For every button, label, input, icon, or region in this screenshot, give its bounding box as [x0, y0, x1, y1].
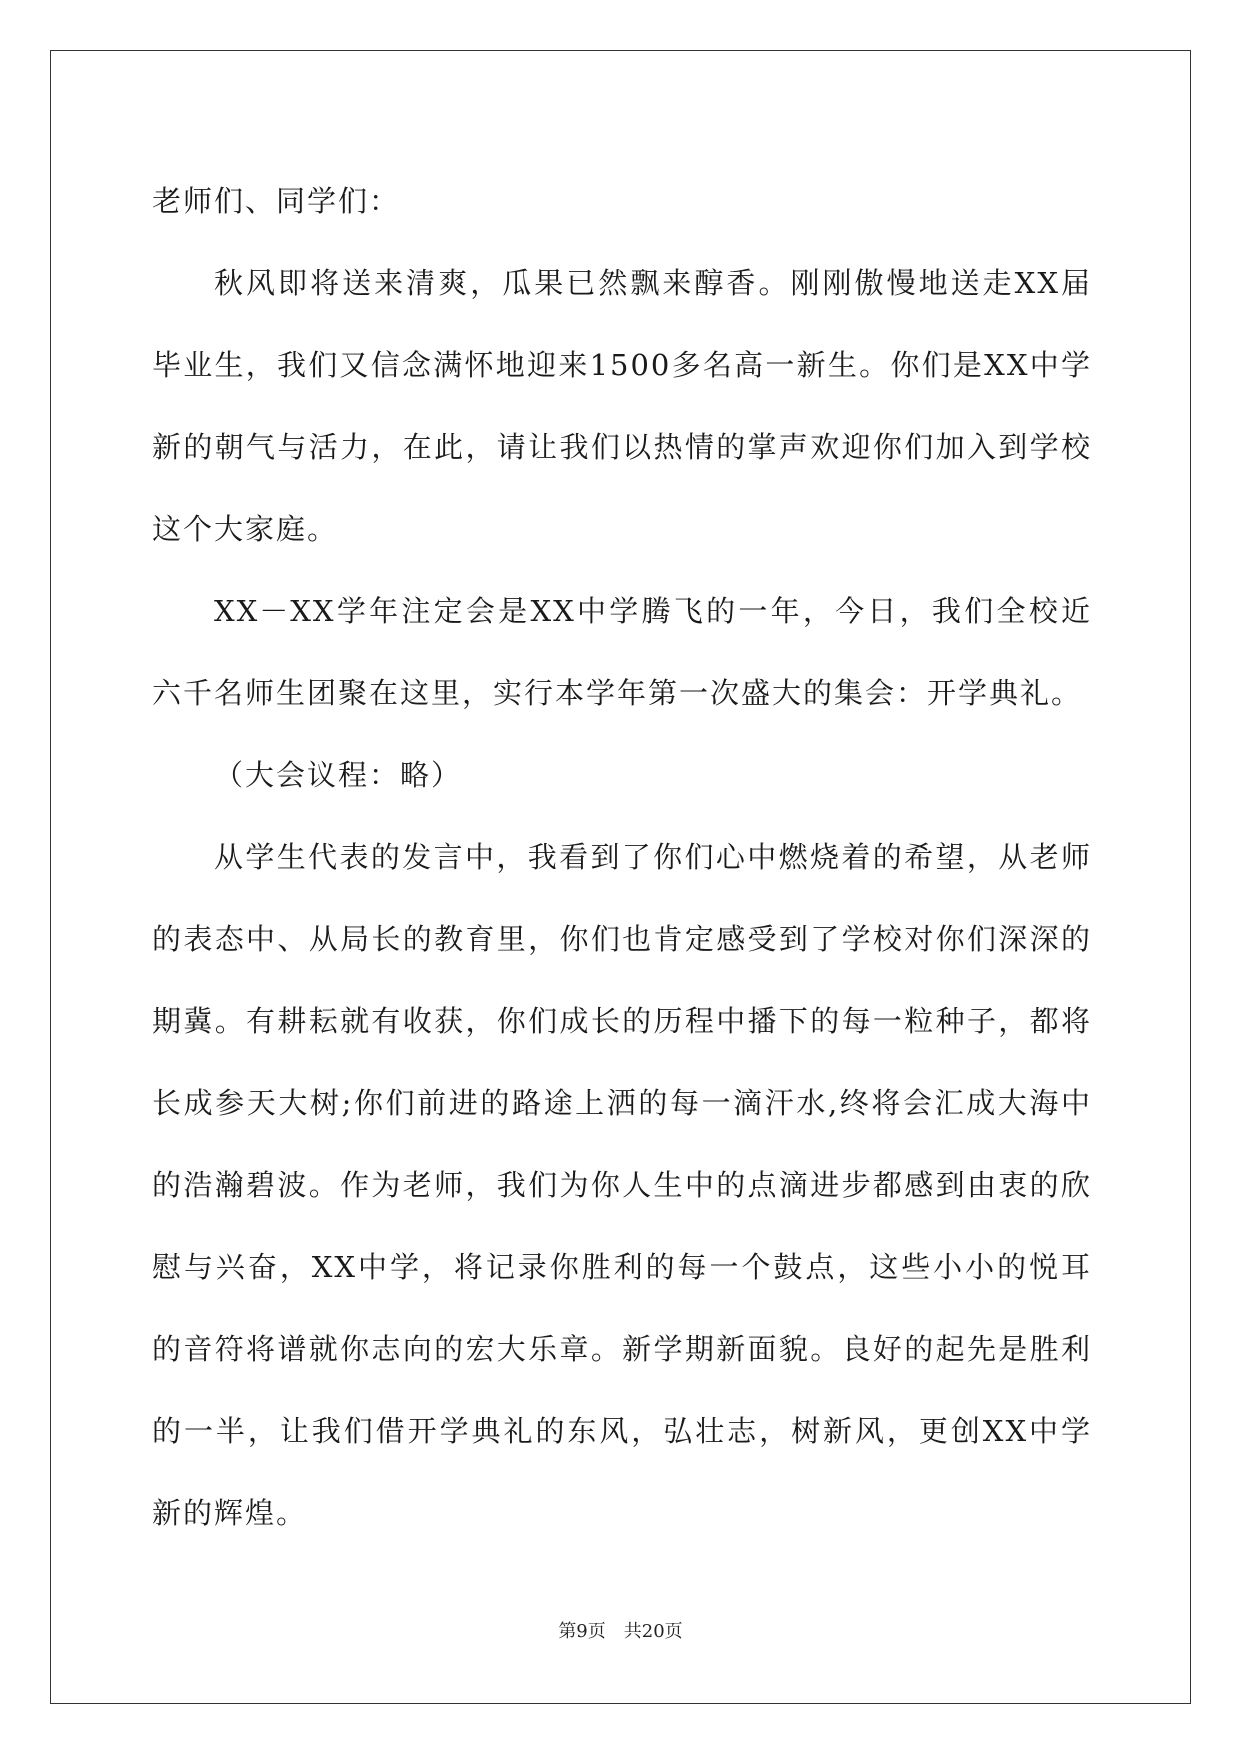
salutation: 老师们、同学们： [152, 184, 401, 218]
page-number-footer: 第9页 共20页 [558, 1621, 683, 1642]
document-body [152, 160, 1092, 1554]
paragraph-agenda: （大会议程：略） [214, 758, 463, 792]
paragraph-welcome: 秋风即将送来清爽，瓜果已然飘来醇香。刚刚傲慢地送走XX届毕业生，我们又信念满怀地迎来1500多名高一新生。你们是XX中学新的朝气与活力，在此，请让我们以热情的掌声欢迎你们加入到学校这个大家庭。 [152, 266, 1092, 546]
paragraph-closing: 从学生代表的发言中，我看到了你们心中燃烧着的希望，从老师的表态中、从局长的教育里，你们也肯定感受到了学校对你们深深的期冀。有耕耘就有收获，你们成长的历程中播下的每一粒种子，都将长成参天大树;你们前进的路途上洒的每一滴汗水,终将会汇成大海中的浩瀚碧波。作为老师，我们为你人生中的点滴进步都感到由衷的欣慰与兴奋，XX中学，将记录你胜利的每一个鼓点，这些小小的悦耳的音符将谱就你志向的宏大乐章。新学期新面貌。良好的起先是胜利的一半，让我们借开学典礼的东风，弘壮志，树新风，更创XX中学新的辉煌。 [152, 840, 1092, 1530]
paragraph-school-year: XX－XX学年注定会是XX中学腾飞的一年，今日，我们全校近六千名师生团聚在这里，实行本学年第一次盛大的集会：开学典礼。 [152, 594, 1092, 710]
